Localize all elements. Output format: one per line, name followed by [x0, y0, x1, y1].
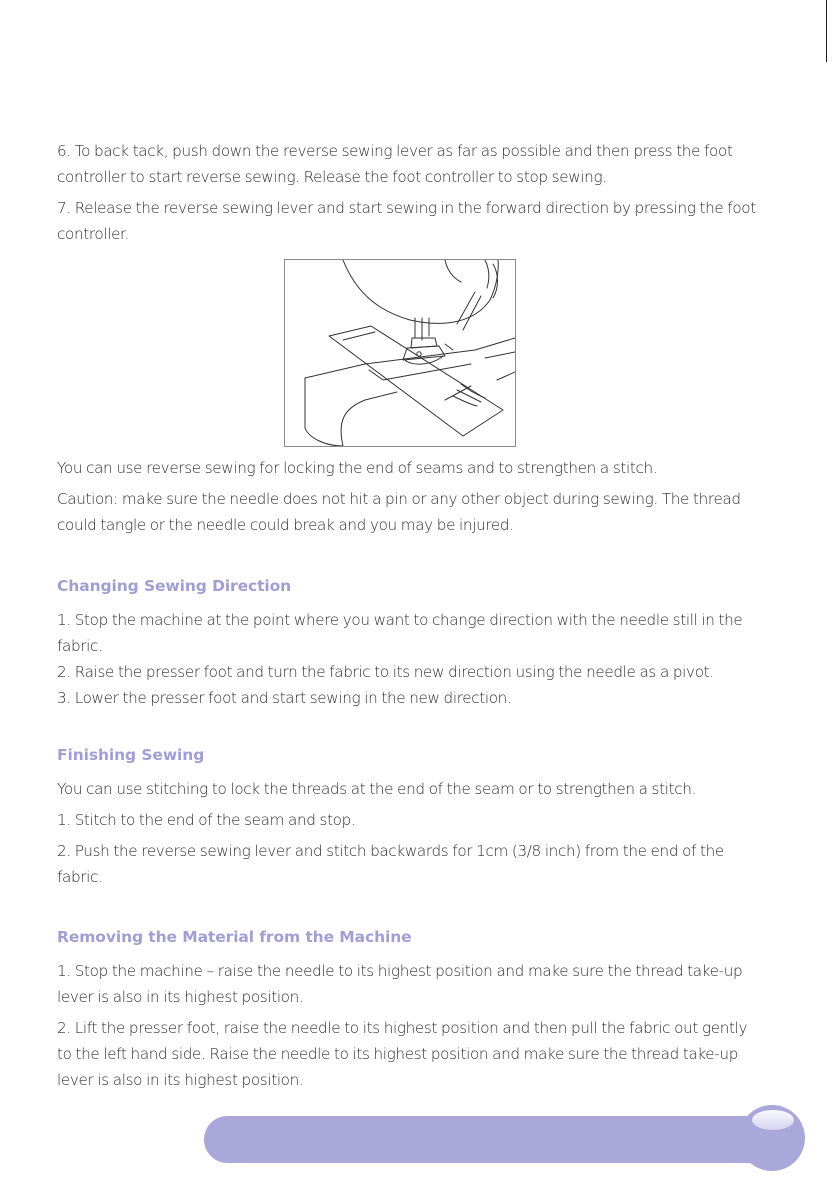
sewing-machine-figure: [284, 259, 516, 447]
removing-step-1: 1. Stop the machine – raise the needle to its highest position and make sure the thread take-up lever is also in its highest position.: [57, 962, 743, 1006]
removing-step-2: 2. Lift the presser foot, raise the needle to its highest position and then pull the fabric out gently to the left hand side. Raise the needle to its highest position and make sure the thread take-up lever is also in its highest position.: [57, 1019, 748, 1089]
finishing-intro: You can use stitching to lock the threads at the end of the seam or to strengthen a stitch.: [57, 780, 696, 798]
page-edge-mark: [826, 0, 839, 62]
step-7: 7. Release the reverse sewing lever and start sewing in the forward direction by pressing the foot controller.: [57, 199, 756, 243]
changing-step-2: 2. Raise the presser foot and turn the fabric to its new direction using the needle as a pivot.: [57, 663, 714, 681]
page-number-gloss: [752, 1110, 794, 1130]
heading-changing-direction: Changing Sewing Direction: [57, 577, 292, 595]
changing-step-1: 1. Stop the machine at the point where you want to change direction with the needle still in the fabric.: [57, 611, 743, 655]
caution-note: Caution: make sure the needle does not hit a pin or any other object during sewing. The thread could tangle or the needle could break and you may be injured.: [57, 490, 741, 534]
finishing-step-1: 1. Stitch to the end of the seam and stop.: [57, 811, 356, 829]
footer-bar: [204, 1116, 780, 1163]
heading-finishing-sewing: Finishing Sewing: [57, 746, 205, 764]
heading-removing-material: Removing the Material from the Machine: [57, 928, 412, 946]
step-6: 6. To back tack, push down the reverse sewing lever as far as possible and then press the foot controller to start reverse sewing. Release the foot controller to stop sewing.: [57, 142, 733, 186]
changing-step-3: 3. Lower the presser foot and start sewing in the new direction.: [57, 689, 512, 707]
reverse-note: You can use reverse sewing for locking the end of seams and to strengthen a stitch.: [57, 459, 658, 477]
page-content: [57, 138, 757, 1093]
sewing-machine-icon: [285, 260, 515, 446]
finishing-step-2: 2. Push the reverse sewing lever and stitch backwards for 1cm (3/8 inch) from the end of the fabric.: [57, 842, 724, 886]
